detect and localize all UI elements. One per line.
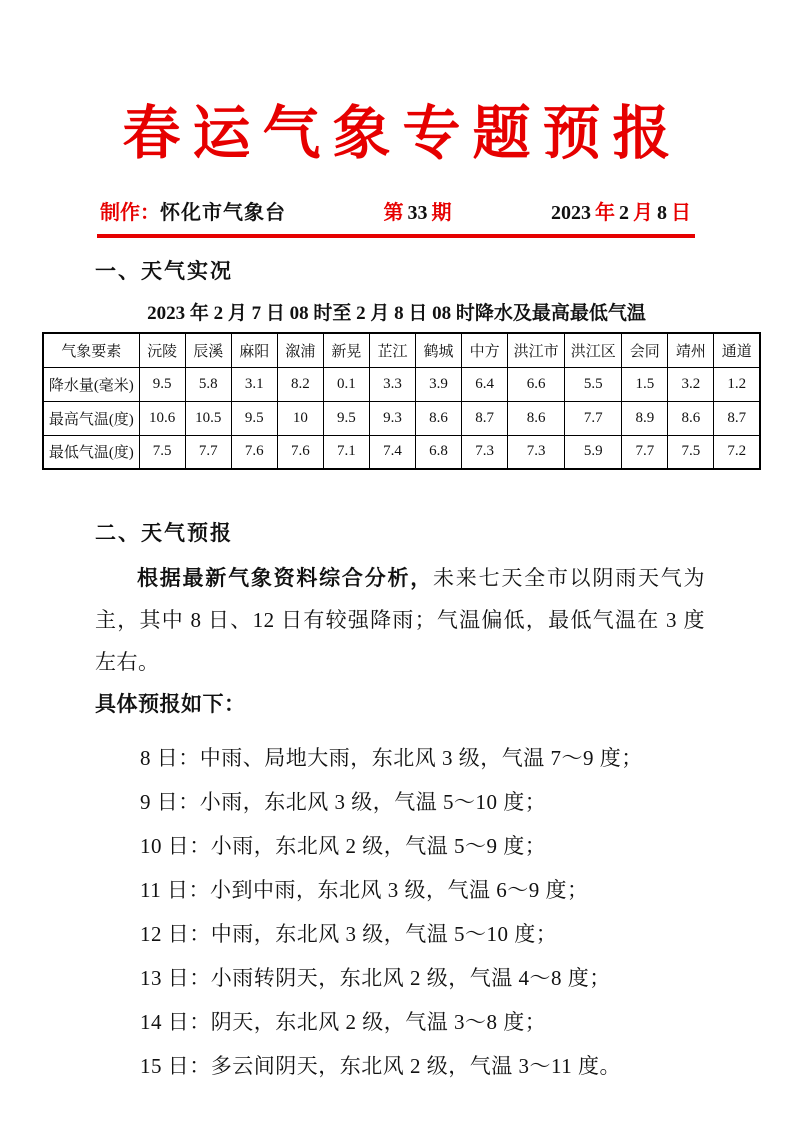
- forecast-line: 12 日：中雨，东北风 3 级，气温 5～10 度；: [140, 922, 558, 946]
- table-cell: 8.7: [462, 401, 508, 435]
- date-day: 8: [657, 202, 667, 224]
- table-cell: 9.5: [231, 401, 277, 435]
- table-cell: 7.7: [622, 435, 668, 469]
- row-label: 降水量(毫米): [43, 367, 139, 401]
- date-day-unit: 日: [671, 202, 691, 224]
- issue-suffix: 期: [431, 202, 452, 224]
- weather-table-title: 2023 年 2 月 7 日 08 时至 2 月 8 日 08 时降水及最高最低气温: [147, 303, 646, 324]
- table-cell: 7.7: [185, 435, 231, 469]
- header-divider: [97, 234, 695, 238]
- table-cell: 7.5: [668, 435, 714, 469]
- table-cell: 9.5: [139, 367, 185, 401]
- table-header-station: 通道: [714, 333, 760, 367]
- table-header-station: 洪江市: [508, 333, 565, 367]
- table-cell: 0.1: [323, 367, 369, 401]
- header-meta-row: [100, 200, 693, 226]
- table-header-station: 辰溪: [185, 333, 231, 367]
- table-cell: 9.3: [369, 401, 415, 435]
- table-header-station: 沅陵: [139, 333, 185, 367]
- table-cell: 7.6: [231, 435, 277, 469]
- table-cell: 7.1: [323, 435, 369, 469]
- forecast-line: 14 日：阴天，东北风 2 级，气温 3～8 度；: [140, 1010, 547, 1034]
- table-cell: 1.2: [714, 367, 760, 401]
- table-cell: 6.8: [416, 435, 462, 469]
- table-cell: 8.6: [416, 401, 462, 435]
- table-header-station: 会同: [622, 333, 668, 367]
- table-cell: 3.1: [231, 367, 277, 401]
- table-cell: 1.5: [622, 367, 668, 401]
- table-header-station: 中方: [462, 333, 508, 367]
- table-header-station: 洪江区: [565, 333, 622, 367]
- table-row: [43, 435, 760, 469]
- issue-date: [549, 200, 693, 226]
- table-cell: 6.6: [508, 367, 565, 401]
- table-cell: 8.2: [277, 367, 323, 401]
- table-cell: 7.6: [277, 435, 323, 469]
- table-cell: 7.3: [462, 435, 508, 469]
- forecast-line: 10 日：小雨，东北风 2 级，气温 5～9 度；: [140, 834, 547, 858]
- maker-label: 制作：: [100, 202, 160, 224]
- analysis-paragraph: [95, 557, 705, 683]
- table-cell: 3.3: [369, 367, 415, 401]
- section2-heading: 二、天气预报: [95, 521, 233, 545]
- table-cell: 6.4: [462, 367, 508, 401]
- forecast-line: 9 日：小雨，东北风 3 级，气温 5～10 度；: [140, 790, 547, 814]
- table-header-element: 气象要素: [43, 333, 139, 367]
- row-label: 最高气温(度): [43, 401, 139, 435]
- table-cell: 5.5: [565, 367, 622, 401]
- table-header-station: 靖州: [668, 333, 714, 367]
- row-label: 最低气温(度): [43, 435, 139, 469]
- issue-prefix: 第: [383, 202, 404, 224]
- date-month: 2: [619, 202, 629, 224]
- issue-value: 33: [407, 202, 428, 224]
- forecast-line: 8 日：中雨、局地大雨，东北风 3 级，气温 7～9 度；: [140, 746, 643, 770]
- detail-forecast-heading: 具体预报如下：: [95, 692, 246, 716]
- analysis-rest: 未来七天全市以阴雨天气为主，其中 8 日、12 日有较强降雨；气温偏低，最低气温在 3 度左右。: [95, 566, 706, 674]
- table-row: [43, 367, 760, 401]
- maker-value: 怀化市气象台: [160, 202, 286, 224]
- table-cell: 10.5: [185, 401, 231, 435]
- table-cell: 7.5: [139, 435, 185, 469]
- analysis-lead: 根据最新气象资料综合分析，: [137, 566, 434, 590]
- table-cell: 8.6: [668, 401, 714, 435]
- table-header-station: 芷江: [369, 333, 415, 367]
- table-cell: 10: [277, 401, 323, 435]
- table-header-row: [43, 333, 760, 367]
- table-cell: 10.6: [139, 401, 185, 435]
- table-cell: 5.9: [565, 435, 622, 469]
- forecast-line: 15 日：多云间阴天，东北风 2 级，气温 3～11 度。: [140, 1054, 621, 1078]
- table-header-station: 鹤城: [416, 333, 462, 367]
- table-cell: 8.6: [508, 401, 565, 435]
- section1-heading: 一、天气实况: [95, 259, 233, 283]
- table-header-station: 麻阳: [231, 333, 277, 367]
- document-title: 春运气象专题预报: [122, 99, 683, 167]
- table-cell: 8.9: [622, 401, 668, 435]
- table-cell: 3.9: [416, 367, 462, 401]
- forecast-line: 11 日：小到中雨，东北风 3 级，气温 6～9 度；: [140, 878, 589, 902]
- table-cell: 8.7: [714, 401, 760, 435]
- table-header-station: 新晃: [323, 333, 369, 367]
- table-cell: 9.5: [323, 401, 369, 435]
- table-cell: 7.3: [508, 435, 565, 469]
- table-cell: 3.2: [668, 367, 714, 401]
- weather-table: [42, 332, 761, 470]
- table-cell: 7.4: [369, 435, 415, 469]
- table-cell: 5.8: [185, 367, 231, 401]
- table-row: [43, 401, 760, 435]
- date-year-unit: 年: [595, 202, 615, 224]
- date-year: 2023: [551, 202, 591, 224]
- forecast-list: [140, 736, 793, 1088]
- date-month-unit: 月: [633, 202, 653, 224]
- maker-line: [100, 200, 286, 226]
- table-cell: 7.2: [714, 435, 760, 469]
- table-header-station: 溆浦: [277, 333, 323, 367]
- forecast-line: 13 日：小雨转阴天，东北风 2 级，气温 4～8 度；: [140, 966, 611, 990]
- table-cell: 7.7: [565, 401, 622, 435]
- issue-number: [382, 200, 454, 226]
